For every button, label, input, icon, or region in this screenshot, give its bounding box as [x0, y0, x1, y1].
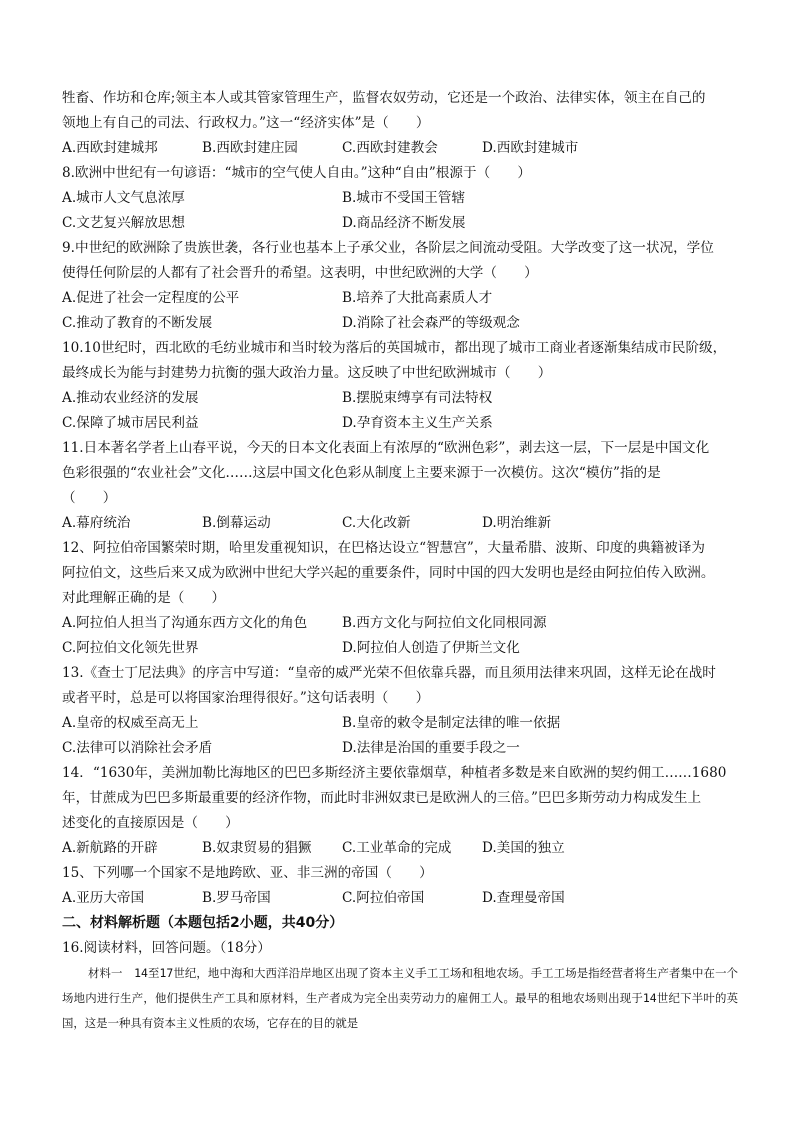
q10-option-c[interactable]: C.保障了城市居民利益	[62, 415, 199, 431]
q8-option-a[interactable]: A.城市人文气息浓厚	[62, 190, 185, 206]
q15-option-c[interactable]: C.阿拉伯帝国	[342, 890, 425, 906]
q12-option-d[interactable]: D.阿拉伯人创造了伊斯兰文化	[342, 640, 520, 656]
q7-options	[62, 136, 738, 161]
q8-stem: 8.欧洲中世纪有一句谚语：“城市的空气使人自由。”这种“自由”根源于（ ）	[62, 165, 531, 181]
q13-option-c[interactable]: C.法律可以消除社会矛盾	[62, 740, 213, 756]
q8-options-row-2	[62, 211, 738, 236]
q12-stem-line-1: 12、阿拉伯帝国繁荣时期，哈里发重视知识，在巴格达设立“智慧宫”，大量希腊、波斯、印度的典籍被译为	[62, 540, 705, 556]
q7-option-c[interactable]: C.西欧封建教会	[342, 140, 438, 156]
q11-stem-line-1: 11.日本著名学者上山春平说，今天的日本文化表面上有浓厚的“欧洲色彩”，剥去这一层，下一层是中国文化	[62, 440, 710, 456]
q14-stem-line-2: 年，甘蔗成为巴巴多斯最重要的经济作物，而此时非洲奴隶已是欧洲人的三倍。”巴巴多斯劳动力构成发生上	[62, 790, 702, 806]
q15-option-a[interactable]: A.亚历大帝国	[62, 890, 145, 906]
q11-option-a[interactable]: A.幕府统治	[62, 515, 131, 531]
q12-stem-line-2: 阿拉伯文，这些后来又成为欧洲中世纪大学兴起的重要条件，同时中国的四大发明也是经由阿拉伯传入欧洲。	[62, 565, 715, 581]
q14-options	[62, 836, 738, 861]
q15-stem: 15、下列哪一个国家不是地跨欧、亚、非三洲的帝国（ ）	[62, 865, 433, 881]
q10-stem-line-1: 10.10世纪时，西北欧的毛纺业城市和当时较为落后的英国城市，都出现了城市工商业者逐渐集结成市民阶级，	[62, 340, 727, 356]
q16-stem: 16.阅读材料，回答问题。（18分）	[62, 940, 271, 956]
q12-option-c[interactable]: C.阿拉伯文化领先世界	[62, 640, 199, 656]
q14-stem-line-1: 14．“1630年，美洲加勒比海地区的巴巴多斯经济主要依靠烟草，种植者多数是来自欧洲的契约佣工……1680	[62, 765, 727, 781]
q14-option-d[interactable]: D.美国的独立	[482, 840, 565, 856]
intro-line-1: 牲畜、作坊和仓库;领主本人或其管家管理生产，监督农奴劳动，它还是一个政治、法律实体，领主在自己的	[62, 90, 706, 106]
q9-option-c[interactable]: C.推动了教育的不断发展	[62, 315, 213, 331]
q9-options-row-1	[62, 286, 738, 311]
q7-option-a[interactable]: A.西欧封建城邦	[62, 140, 158, 156]
q13-stem-line-2: 或者平时，总是可以将国家治理得很好。”这句话表明（ ）	[62, 690, 430, 706]
q9-options-row-2	[62, 311, 738, 336]
q11-option-d[interactable]: D.明治维新	[482, 515, 552, 531]
q10-option-d[interactable]: D.孕育资本主义生产关系	[342, 415, 493, 431]
q9-option-b[interactable]: B.培养了大批高素质人才	[342, 290, 493, 306]
q11-stem-line-3: （ ）	[62, 490, 117, 506]
q13-option-b[interactable]: B.皇帝的敕令是制定法律的唯一依据	[342, 715, 561, 731]
q12-options-row-1	[62, 611, 738, 636]
q8-option-c[interactable]: C.文艺复兴解放思想	[62, 215, 185, 231]
q9-stem-line-2: 使得任何阶层的人都有了社会晋升的希望。这表明，中世纪欧洲的大学（ ）	[62, 265, 538, 281]
q11-option-c[interactable]: C.大化改新	[342, 515, 411, 531]
q7-option-d[interactable]: D.西欧封建城市	[482, 140, 579, 156]
q14-stem-line-3: 述变化的直接原因是（ ）	[62, 815, 239, 831]
q13-stem-line-1: 13.《查士丁尼法典》的序言中写道：“皇帝的威严光荣不但依靠兵器，而且须用法律来巩固，这样无论在战时	[62, 665, 716, 681]
q16-material-1: 材料一 14至17世纪，地中海和大西洋沿岸地区出现了资本主义手工工场和租地农场。手工工场是指经营者将生产者集中在一个场地内进行生产，他们提供生产工具和原材料，生产者成为完全出卖劳动力的雇佣工人。最早的租地农场则出现于14世纪下半叶的英国，这是一种具有资本主义性质的农场，它存在的目的就是	[62, 966, 738, 1030]
q9-option-d[interactable]: D.消除了社会森严的等级观念	[342, 315, 520, 331]
q10-stem-line-2: 最终成长为能与封建势力抗衡的强大政治力量。这反映了中世纪欧洲城市（ ）	[62, 365, 552, 381]
q10-options-row-1	[62, 386, 738, 411]
q15-option-b[interactable]: B.罗马帝国	[202, 890, 271, 906]
q13-option-a[interactable]: A.皇帝的权威至高无上	[62, 715, 199, 731]
q10-options-row-2	[62, 411, 738, 436]
q12-option-a[interactable]: A.阿拉伯人担当了沟通东西方文化的角色	[62, 615, 308, 631]
q13-option-d[interactable]: D.法律是治国的重要手段之一	[342, 740, 520, 756]
section-title: 二、材料解析题（本题包括2小题，共40分）	[62, 915, 344, 931]
q9-option-a[interactable]: A.促进了社会一定程度的公平	[62, 290, 240, 306]
q13-options-row-2	[62, 736, 738, 761]
q10-option-b[interactable]: B.摆脱束缚享有司法特权	[342, 390, 493, 406]
q10-option-a[interactable]: A.推动农业经济的发展	[62, 390, 199, 406]
q11-stem-line-2: 色彩很强的“农业社会”文化……这层中国文化色彩从制度上主要来源于一次模仿。这次“模仿”指的是	[62, 465, 661, 481]
q15-option-d[interactable]: D.查理曼帝国	[482, 890, 565, 906]
q11-option-b[interactable]: B.倒幕运动	[202, 515, 271, 531]
q12-options-row-2	[62, 636, 738, 661]
q12-option-b[interactable]: B.西方文化与阿拉伯文化同根同源	[342, 615, 547, 631]
q8-options-row-1	[62, 186, 738, 211]
q8-option-b[interactable]: B.城市不受国王管辖	[342, 190, 466, 206]
q15-options	[62, 886, 738, 911]
q14-option-a[interactable]: A.新航路的开辟	[62, 840, 158, 856]
intro-line-2: 领地上有自己的司法、行政权力。”这一“经济实体”是（ ）	[62, 115, 430, 131]
q7-option-b[interactable]: B.西欧封建庄园	[202, 140, 298, 156]
q8-option-d[interactable]: D.商品经济不断发展	[342, 215, 466, 231]
q9-stem-line-1: 9.中世纪的欧洲除了贵族世袭，各行业也基本上子承父业，各阶层之间流动受阻。大学改变了这一状况，学位	[62, 240, 714, 256]
q14-option-c[interactable]: C.工业革命的完成	[342, 840, 452, 856]
exam-page	[62, 86, 738, 1036]
q13-options-row-1	[62, 711, 738, 736]
q14-option-b[interactable]: B.奴隶贸易的猖獗	[202, 840, 312, 856]
q11-options	[62, 511, 738, 536]
q12-stem-line-3: 对此理解正确的是（ ）	[62, 590, 226, 606]
